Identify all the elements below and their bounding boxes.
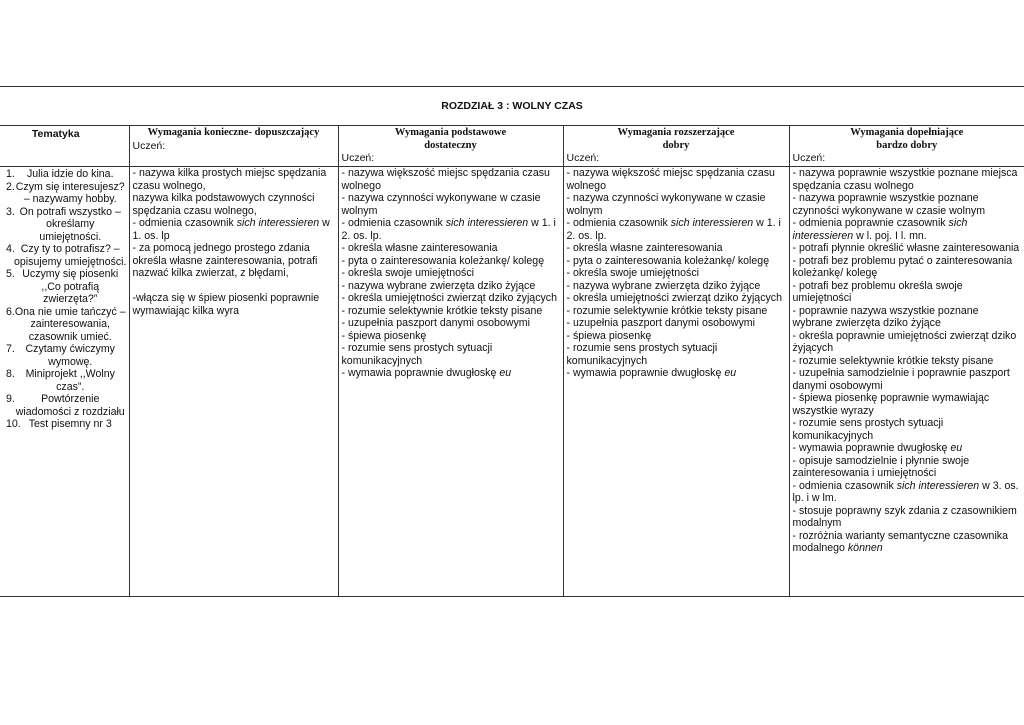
- requirement-item: - rozumie sens prostych sytuacji komunikacyjnych: [792, 417, 944, 442]
- topic-text: Uczymy się piosenki ,,Co potrafią zwierzęta?”: [22, 268, 119, 305]
- requirement-item: - określa poprawnie umiejętności zwierząt dziko żyjących: [792, 329, 1017, 354]
- requirements-dobry: [563, 167, 789, 597]
- requirement-item: - śpiewa piosenkę poprawnie wymawiając wszystkie wyrazy: [792, 392, 990, 417]
- requirement-item: -włącza się w śpiew piosenki poprawnie wymawiając kilka wyra: [132, 292, 320, 317]
- requirement-item: - odmienia czasownik sich interessieren w 3. os. lp. i w lm.: [792, 479, 1019, 504]
- requirement-item: - rozumie selektywnie krótkie teksty pisane: [566, 304, 768, 317]
- topic-number: 2.: [6, 180, 15, 193]
- requirement-item: - opisuje samodzielnie i płynnie swoje zainteresowania i umiejętności: [792, 454, 970, 479]
- topic-number: 4.: [6, 243, 15, 255]
- requirements-bardzo-dobry: [789, 167, 1024, 597]
- requirement-item: - nazywa większość miejsc spędzania czasu wolnego: [566, 167, 775, 192]
- topic-text: Czytamy ćwiczymy wymowę.: [25, 343, 115, 368]
- topic-item: [0, 268, 127, 306]
- topics-cell: [0, 167, 129, 597]
- requirement-item: - nazywa poprawnie wszystkie poznane czynności wykonywane w czasie wolnym: [792, 192, 986, 217]
- requirement-item: - uzupełnia paszport danymi osobowymi: [341, 317, 530, 329]
- topic-item: [0, 168, 127, 181]
- header-level-dobry: [563, 126, 789, 167]
- requirements-table: [0, 86, 1024, 597]
- requirement-item: - odmienia czasownik sich interessieren w 1. os. lp: [132, 217, 330, 242]
- requirement-item: - odmienia poprawnie czasownik sich interessieren w l. poj. I l. mn.: [792, 217, 968, 242]
- requirement-item: - rozróżnia warianty semantyczne czasownika modalnego können: [792, 529, 1008, 554]
- header-level-dostateczny: [338, 126, 563, 167]
- requirement-item: - potrafi bez problemu określa swoje umiejętności: [792, 279, 963, 304]
- requirement-item: - określa własne zainteresowania: [341, 242, 498, 254]
- header-level-grade: bardzo dobry: [876, 139, 938, 151]
- title-row: [0, 87, 1024, 126]
- requirement-item: - rozumie sens prostych sytuacji komunikacyjnych: [341, 342, 493, 367]
- header-level-grade: dostateczny: [424, 139, 477, 151]
- header-level-title: Wymagania rozszerzające: [617, 127, 735, 138]
- topic-text: Powtórzenie wiadomości z rozdziału: [15, 393, 125, 418]
- topic-text: Czym się interesujesz? – nazywamy hobby.: [15, 180, 125, 205]
- requirement-item: - określa własne zainteresowania: [566, 242, 723, 254]
- requirement-item: - wymawia poprawnie dwugłoskę eu: [566, 367, 737, 379]
- topic-number: 1.: [6, 168, 15, 180]
- requirement-item: - rozumie sens prostych sytuacji komunikacyjnych: [566, 342, 718, 367]
- requirement-item: - potrafi płynnie określić własne zainteresowania: [792, 242, 1020, 254]
- requirement-item: - nazywa większość miejsc spędzania czasu wolnego: [341, 167, 550, 192]
- requirement-item: - potrafi bez problemu pytać o zainteresowania koleżankę/ kolegę: [792, 254, 1013, 279]
- topic-text: Czy ty to potrafisz? – opisujemy umiejętności.: [14, 243, 127, 268]
- requirements-document: [0, 86, 1024, 597]
- header-row: [0, 126, 1024, 167]
- topic-number: 3.: [6, 205, 15, 218]
- requirement-item: nazywa kilka podstawowych czynności spędzania czasu wolnego,: [132, 192, 315, 217]
- topic-text: On potrafi wszystko – określamy umiejętności.: [19, 205, 121, 243]
- requirement-item: - określa umiejętności zwierząt dziko żyjących: [566, 292, 782, 304]
- topic-number: 9.: [6, 393, 15, 405]
- requirement-item: - za pomocą jednego prostego zdania określa własne zainteresowania, potrafi nazwać kilka zwierzat, z błędami,: [132, 242, 318, 279]
- header-tematyka: Tematyka: [0, 126, 129, 167]
- requirement-item: - nazywa wybrane zwierzęta dziko żyjące: [566, 279, 761, 292]
- topic-item: [0, 368, 127, 393]
- requirement-item: - śpiewa piosenkę: [566, 329, 652, 342]
- topic-item: [0, 243, 127, 268]
- requirement-item: - pyta o zainteresowania koleżankę/ kolegę: [341, 254, 545, 267]
- topic-number: 5.: [6, 268, 15, 280]
- content-row: [0, 167, 1024, 597]
- header-level-dopuszczajacy: [129, 126, 338, 167]
- requirement-item: - określa umiejętności zwierząt dziko żyjących: [341, 292, 557, 304]
- header-uczen-label: Uczeń:: [132, 139, 166, 152]
- header-uczen-label: Uczeń:: [792, 152, 826, 164]
- requirements-dostateczny: [338, 167, 563, 597]
- topics-list: [0, 168, 127, 431]
- requirement-item: - wymawia poprawnie dwugłoskę eu: [341, 367, 512, 379]
- requirement-item: - nazywa czynności wykonywane w czasie wolnym: [341, 192, 541, 217]
- header-level-grade: dobry: [662, 139, 690, 151]
- requirements-dopuszczajacy: [129, 167, 338, 597]
- topic-text: Test pisemny nr 3: [28, 418, 112, 430]
- requirement-item: - nazywa poprawnie wszystkie poznane miejsca spędzania czasu wolnego: [792, 167, 1018, 192]
- header-level-title: Wymagania konieczne- dopuszczający: [147, 127, 320, 138]
- requirement-item: - nazywa wybrane zwierzęta dziko żyjące: [341, 279, 536, 292]
- requirement-item: - wymawia poprawnie dwugłoskę eu: [792, 442, 963, 454]
- topic-item: [0, 206, 127, 244]
- chapter-title: ROZDZIAŁ 3 : WOLNY CZAS: [0, 87, 1024, 126]
- header-uczen-label: Uczeń:: [566, 152, 600, 164]
- topic-item: [0, 306, 127, 344]
- header-level-bardzo-dobry: [789, 126, 1024, 167]
- requirement-item: - odmienia czasownik sich interessieren w 1. i 2. os. lp.: [566, 217, 781, 242]
- requirement-item: - śpiewa piosenkę: [341, 329, 427, 342]
- topic-number: 6.: [6, 305, 15, 318]
- topic-text: Miniprojekt ,,Wolny czas”.: [25, 368, 115, 393]
- requirement-item: - określa swoje umiejętności: [566, 267, 699, 279]
- topic-item: [0, 418, 127, 431]
- requirement-item: - stosuje poprawny szyk zdania z czasownikiem modalnym: [792, 504, 1017, 529]
- header-level-title: Wymagania podstawowe: [394, 127, 507, 138]
- requirement-item: - pyta o zainteresowania koleżankę/ kolegę: [566, 254, 770, 267]
- topic-number: 8.: [6, 368, 15, 380]
- topic-item: [0, 393, 127, 418]
- header-level-title: Wymagania dopełniające: [850, 127, 964, 138]
- topic-number: 7.: [6, 343, 15, 355]
- requirement-item: - nazywa kilka prostych miejsc spędzania czasu wolnego,: [132, 167, 327, 192]
- requirement-item: - odmienia czasownik sich interessieren w 1. i 2. os. lp.: [341, 217, 556, 242]
- topic-text: Ona nie umie tańczyć – zainteresowania, czasownik umieć.: [14, 305, 126, 343]
- requirement-item: - rozumie selektywnie krótkie teksty pisane: [792, 354, 994, 367]
- requirement-item: - rozumie selektywnie krótkie teksty pisane: [341, 304, 543, 317]
- header-uczen-label: Uczeń:: [341, 152, 375, 164]
- topic-number: 10.: [6, 418, 21, 430]
- requirement-item: - uzupełnia paszport danymi osobowymi: [566, 317, 755, 329]
- requirement-item: - nazywa czynności wykonywane w czasie wolnym: [566, 192, 766, 217]
- requirement-item: - określa swoje umiejętności: [341, 267, 474, 279]
- requirement-item: - uzupełnia samodzielnie i poprawnie paszport danymi osobowymi: [792, 367, 1010, 392]
- topic-item: [0, 181, 127, 206]
- topic-item: [0, 343, 127, 368]
- requirement-item: - poprawnie nazywa wszystkie poznane wybrane zwierzęta dziko żyjące: [792, 304, 979, 329]
- topic-text: Julia idzie do kina.: [26, 168, 114, 180]
